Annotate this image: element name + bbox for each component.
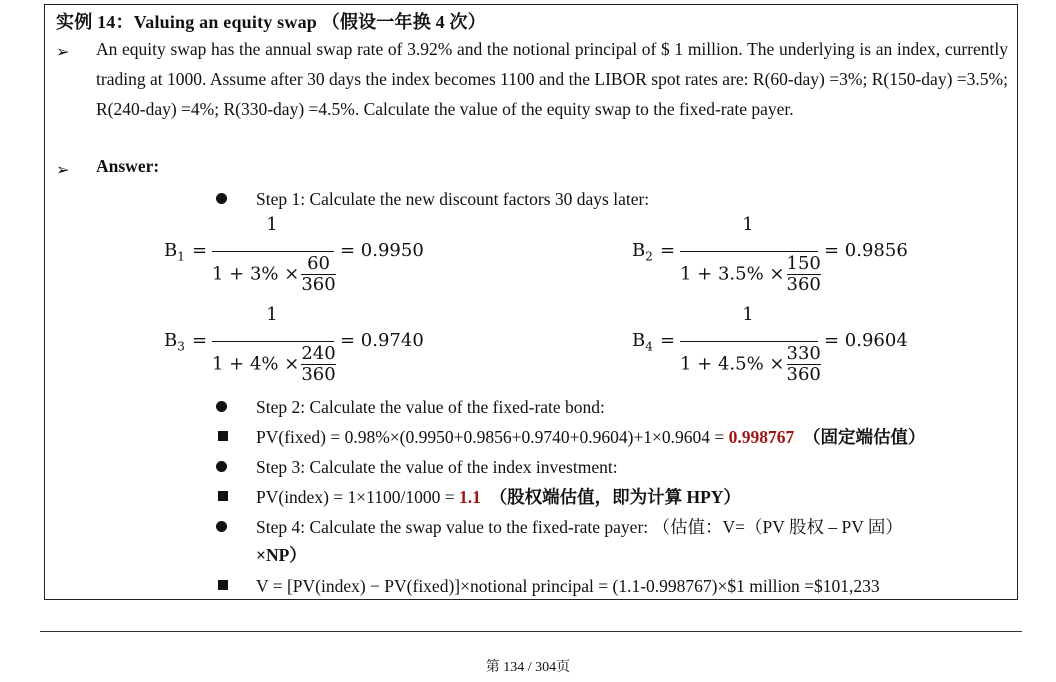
dot-bullet-icon — [216, 401, 227, 412]
dot-bullet-icon — [216, 193, 227, 204]
page-number: 第 134 / 304页 — [485, 660, 571, 675]
formula-denominator: 1 + 3% × $\frac{60}{360}$ — [212, 253, 336, 295]
formula-lhs: $B_1$ — [164, 240, 185, 264]
footer-divider — [40, 631, 1022, 632]
question-text: An equity swap has the annual swap rate of 3.92% and the notional principal of $ 1 million. The underlying is an index, currently trading at 1000. Assume after 30 days the index becomes 1100 and the LIBOR spot rates are: R(60-day) =3%; R(150-day) =3.5%; R(240-day) =4%; R(330-day) =4.5%. Calculate the value of the equity swap to the fixed-rate payer. — [96, 39, 1008, 119]
pv-index-value: 1.1 — [458, 487, 481, 507]
formula-numerator: 1 — [266, 214, 278, 235]
step1-text: Step 1: Calculate the new discount factors 30 days later: — [256, 189, 650, 209]
formula-denominator: 1 + 3.5% × $\frac{150}{360}$ — [680, 253, 821, 295]
formula-result: = 0.9604 — [824, 330, 908, 351]
pv-fixed-line: PV(fixed) = 0.98%×(0.9950+0.9856+0.9740+0.9604)+1×0.9604 = 0.998767 （固定端估值） — [256, 427, 926, 447]
step2-text: Step 2: Calculate the value of the fixed-rate bond: — [256, 397, 605, 417]
formula-numerator: 1 — [266, 304, 278, 325]
answer-label: Answer: — [96, 156, 160, 176]
square-bullet-icon — [218, 491, 228, 501]
formula-result: = 0.9856 — [824, 240, 908, 261]
formula-numerator: 1 — [742, 214, 754, 235]
square-bullet-icon — [218, 580, 228, 590]
dot-bullet-icon — [216, 461, 227, 472]
formula-lhs: $B_4$ — [632, 330, 653, 354]
formula-denominator: 1 + 4% × $\frac{240}{360}$ — [212, 343, 336, 385]
formula-denominator: 1 + 4.5% × $\frac{330}{360}$ — [680, 343, 821, 385]
final-value-line: V = [PV(index) − PV(fixed)]×notional principal = (1.1-0.998767)×$1 million =$101,233 — [256, 576, 880, 596]
pv-fixed-value: 0.998767 — [728, 427, 795, 447]
step4-text: Step 4: Calculate the swap value to the fixed-rate payer: （估值：V=（PV 股权 – PV 固） — [256, 517, 903, 537]
formula-result: = 0.9740 — [340, 330, 424, 351]
step4-continuation: ×NP） — [256, 545, 307, 565]
step3-text: Step 3: Calculate the value of the index investment: — [256, 457, 618, 477]
square-bullet-icon — [218, 431, 228, 441]
dot-bullet-icon — [216, 521, 227, 532]
example-title: 实例 14：Valuing an equity swap （假设一年换 4 次） — [56, 12, 486, 32]
formula-lhs: $B_2$ — [632, 240, 653, 264]
formula-numerator: 1 — [742, 304, 754, 325]
formula-result: = 0.9950 — [340, 240, 424, 261]
pv-index-line: PV(index) = 1×1100/1000 = 1.1 （股权端估值，即为计算 HPY） — [256, 487, 741, 507]
arrow-bullet-icon: ➢ — [56, 162, 70, 179]
formula-lhs: $B_3$ — [164, 330, 185, 354]
arrow-bullet-icon: ➢ — [56, 44, 70, 61]
